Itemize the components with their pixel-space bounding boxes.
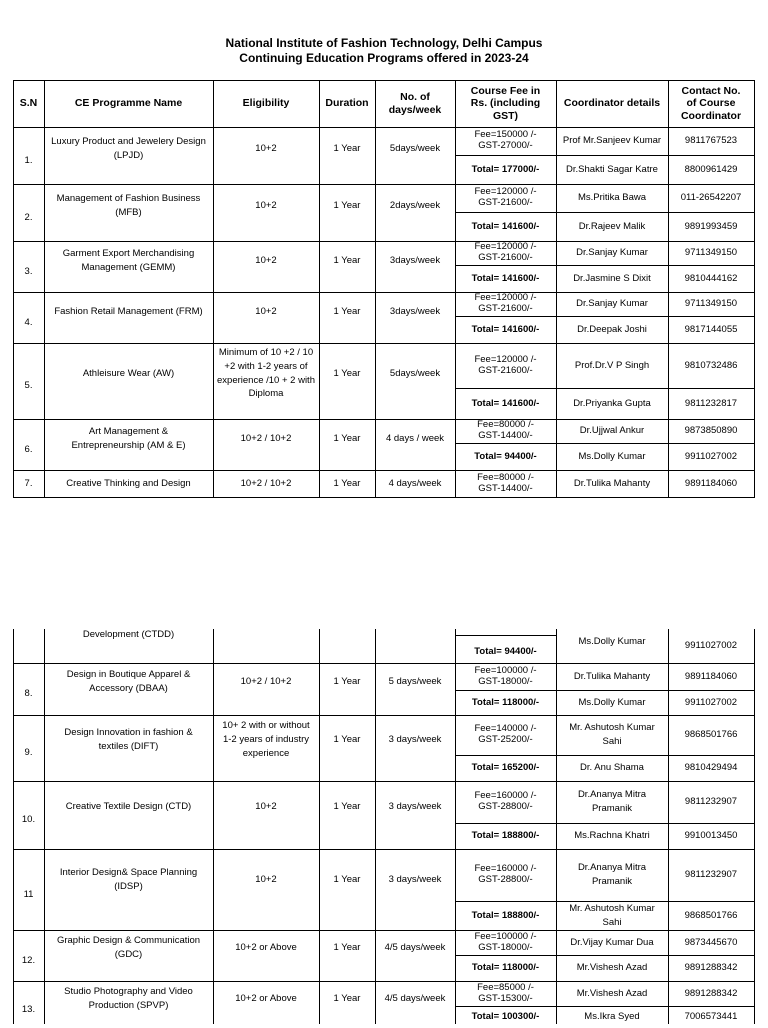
- duration: 1 Year: [333, 992, 361, 1004]
- coordinator-name: Dr.Deepak Joshi: [577, 323, 647, 335]
- coordinator-contact: 9810732486: [684, 359, 738, 371]
- duration: 1 Year: [333, 941, 361, 953]
- programme-name: Studio Photography and Video Production (SPVP): [64, 985, 193, 1011]
- coordinator-name: Dr.Vijay Kumar Dua: [570, 936, 654, 948]
- header-fee: Course Fee in Rs. (including GST): [470, 84, 541, 122]
- eligibility: 10+2 / 10+2: [240, 477, 292, 489]
- row-rule: [13, 497, 755, 498]
- coordinator-contact: 9868501766: [684, 909, 738, 921]
- header-name: CE Programme Name: [74, 97, 183, 110]
- coordinator-contact: 9911027002: [684, 640, 738, 652]
- eligibility: 10+2: [255, 801, 277, 813]
- header-contact: Contact No. of Course Coordinator: [680, 84, 742, 122]
- coordinator-contact: 7006573441: [684, 1011, 738, 1023]
- programme-name: Management of Fashion Business (MFB): [56, 193, 201, 218]
- course-total: Total= 188800/-: [471, 909, 540, 921]
- coordinator-name: Ms.Dolly Kumar: [578, 696, 646, 708]
- row-rule: [455, 443, 755, 444]
- duration: 1 Year: [333, 734, 361, 746]
- course-total: Total= 118000/-: [471, 696, 540, 708]
- serial-number: 1.: [24, 154, 33, 166]
- coordinator-contact: 011-26542207: [680, 192, 742, 204]
- column-rule: [213, 629, 214, 1024]
- serial-number: 10.: [21, 814, 36, 826]
- serial-number: 11: [23, 888, 34, 900]
- duration: 1 Year: [333, 675, 361, 687]
- serial-number: 5.: [24, 380, 33, 392]
- coordinator-name: Dr. Anu Shama: [580, 762, 644, 774]
- days-per-week: 4/5 days/week: [384, 941, 446, 953]
- course-fee: Fee=160000 /- GST-28800/-: [474, 863, 537, 885]
- coordinator-name: Mr. Ashutosh Kumar Sahi: [569, 902, 655, 928]
- row-rule: [455, 155, 755, 156]
- course-total: Total= 141600/-: [471, 323, 540, 335]
- coordinator-contact: 9891288342: [684, 962, 738, 974]
- duration: 1 Year: [333, 143, 361, 155]
- coordinator-contact: 9811232817: [684, 397, 738, 409]
- course-fee: Fee=100000 /- GST-18000/-: [474, 930, 537, 953]
- row-rule: [455, 212, 755, 213]
- coordinator-name: Dr.Ananya Mitra Pramanik: [577, 789, 647, 814]
- coordinator-contact: 9891184060: [684, 477, 738, 489]
- coordinator-name: Dr.Priyanka Gupta: [573, 397, 651, 409]
- coordinator-name: Ms.Dolly Kumar: [578, 450, 646, 462]
- row-rule: [455, 690, 755, 691]
- coordinator-contact: 9811232907: [684, 796, 738, 808]
- eligibility: Minimum of 10 +2 / 10 +2 with 1-2 years of experience /10 + 2 with Diploma: [217, 346, 315, 400]
- coordinator-contact: 9711349150: [684, 247, 738, 259]
- serial-number: 4.: [24, 316, 33, 328]
- column-rule: [213, 80, 214, 497]
- coordinator-contact: 9711349150: [684, 298, 738, 310]
- eligibility: 10+2 / 10+2: [240, 675, 292, 687]
- column-rule: [556, 80, 557, 497]
- course-fee: Fee=140000 /- GST-25200/-: [474, 723, 537, 745]
- days-per-week: 2days/week: [389, 200, 441, 212]
- duration: 1 Year: [333, 477, 361, 489]
- coordinator-contact: 9910013450: [684, 830, 738, 842]
- days-per-week: 3 days/week: [388, 874, 442, 886]
- title-line-2: Continuing Education Programs offered in 2023-24: [239, 51, 529, 65]
- column-rule: [44, 80, 45, 497]
- coordinator-contact: 8800961429: [684, 163, 738, 175]
- coordinator-name: Dr.Rajeev Malik: [578, 220, 646, 232]
- programme-name: Garment Export Merchandising Management (GEMM): [62, 248, 195, 273]
- eligibility: 10+2: [255, 200, 277, 212]
- header-eligibility: Eligibility: [242, 97, 290, 110]
- row-rule: [455, 1006, 755, 1007]
- eligibility: 10+2: [255, 255, 277, 267]
- programme-name: Development (CTDD): [82, 629, 175, 641]
- days-per-week: 3days/week: [389, 306, 441, 318]
- coordinator-contact: 9911027002: [684, 696, 738, 708]
- coordinator-contact: 9891993459: [684, 220, 738, 232]
- coordinator-contact: 9811232907: [684, 869, 738, 881]
- duration: 1 Year: [333, 367, 361, 379]
- coordinator-contact: 9817144055: [684, 323, 738, 335]
- course-total: Total= 165200/-: [471, 762, 540, 774]
- coordinator-name: Mr.Vishesh Azad: [576, 962, 648, 974]
- coordinator-name: Dr.Tulika Mahanty: [573, 670, 651, 682]
- column-rule: [455, 629, 456, 1024]
- coordinator-contact: 9811767523: [684, 135, 738, 147]
- serial-number: 6.: [24, 443, 33, 455]
- days-per-week: 5days/week: [389, 367, 441, 379]
- days-per-week: 4 days/week: [388, 477, 442, 489]
- course-fee: Fee=85000 /- GST-15300/-: [477, 981, 534, 1004]
- course-total: Total= 188800/-: [471, 830, 540, 842]
- duration: 1 Year: [333, 255, 361, 267]
- row-rule: [455, 823, 755, 824]
- serial-number: 7.: [24, 477, 33, 489]
- column-rule: [13, 629, 14, 1024]
- duration: 1 Year: [333, 200, 361, 212]
- eligibility: 10+2: [255, 306, 277, 318]
- coordinator-name: Mr. Ashutosh Kumar Sahi: [569, 722, 655, 747]
- coordinator-name: Prof Mr.Sanjeev Kumar: [562, 135, 662, 147]
- row-rule: [455, 635, 557, 636]
- coordinator-contact: 9873445670: [684, 936, 738, 948]
- days-per-week: 5 days/week: [388, 675, 442, 687]
- duration: 1 Year: [333, 433, 361, 445]
- course-fee: Fee=120000 /- GST-21600/-: [474, 241, 537, 263]
- programme-name: Design in Boutique Apparel & Accessory (DBAA): [66, 668, 191, 694]
- coordinator-contact: 9810444162: [684, 272, 738, 284]
- programme-name: Art Management & Entrepreneurship (AM & E): [71, 426, 186, 451]
- coordinator-name: Prof.Dr.V P Singh: [574, 359, 650, 371]
- days-per-week: 4/5 days/week: [384, 992, 446, 1004]
- duration: 1 Year: [333, 801, 361, 813]
- coordinator-name: Ms.Pritika Bawa: [577, 192, 647, 204]
- coordinator-name: Dr.Tulika Mahanty: [573, 477, 651, 489]
- coordinator-name: Dr.Ujjwal Ankur: [579, 425, 645, 437]
- eligibility: 10+2: [255, 874, 277, 886]
- coordinator-name: Dr.Jasmine S Dixit: [573, 272, 651, 284]
- column-rule: [13, 80, 14, 497]
- column-rule: [754, 80, 755, 497]
- row-rule: [455, 755, 755, 756]
- serial-number: 2.: [24, 211, 33, 223]
- row-rule: [455, 265, 755, 266]
- coordinator-contact: 9891288342: [684, 987, 738, 999]
- programme-name: Interior Design& Space Planning (IDSP): [59, 867, 198, 892]
- course-fee: Fee=100000 /- GST-18000/-: [474, 664, 537, 687]
- column-rule: [668, 629, 669, 1024]
- serial-number: 12.: [21, 954, 36, 966]
- serial-number: 3.: [24, 265, 33, 277]
- programme-name: Creative Textile Design (CTD): [65, 801, 192, 813]
- eligibility: 10+2: [255, 143, 277, 155]
- eligibility: 10+2 or Above: [235, 941, 297, 953]
- course-fee: Fee=160000 /- GST-28800/-: [474, 790, 537, 812]
- course-total: Total= 118000/-: [471, 962, 540, 974]
- coordinator-contact: 9868501766: [684, 729, 738, 741]
- programme-name: Graphic Design & Communication (GDC): [56, 934, 201, 960]
- programme-name: Creative Thinking and Design: [66, 477, 191, 489]
- course-total: Total= 94400/-: [474, 646, 537, 658]
- coordinator-name: Dr.Ananya Mitra Pramanik: [577, 862, 647, 887]
- course-fee: Fee=80000 /- GST-14400/-: [477, 419, 534, 441]
- serial-number: 9.: [24, 747, 33, 759]
- programme-name: Fashion Retail Management (FRM): [54, 306, 203, 318]
- programme-name: Athleisure Wear (AW): [82, 367, 175, 379]
- coordinator-name: Dr.Shakti Sagar Katre: [566, 163, 658, 175]
- coordinator-contact: 9891184060: [684, 670, 738, 682]
- header-sn: S.N: [19, 97, 38, 110]
- course-total: Total= 141600/-: [471, 397, 540, 409]
- serial-number: 8.: [24, 688, 33, 700]
- days-per-week: 4 days / week: [385, 433, 445, 445]
- header-duration: Duration: [325, 97, 369, 110]
- programme-name: Luxury Product and Jewelery Design (LPJD): [51, 136, 206, 161]
- column-rule: [375, 629, 376, 1024]
- course-total: Total= 141600/-: [471, 272, 540, 284]
- eligibility: 10+ 2 with or without 1-2 years of industry experience: [222, 720, 310, 759]
- header-days: No. of days/week: [388, 90, 442, 116]
- column-rule: [319, 629, 320, 1024]
- row-rule: [13, 80, 755, 81]
- column-rule: [319, 80, 320, 497]
- coordinator-contact: 9911027002: [684, 450, 738, 462]
- duration: 1 Year: [333, 874, 361, 886]
- eligibility: 10+2 / 10+2: [240, 433, 292, 445]
- column-rule: [754, 629, 755, 1024]
- days-per-week: 3 days/week: [388, 801, 442, 813]
- course-fee: Fee=120000 /- GST-21600/-: [474, 186, 537, 208]
- header-coordinator: Coordinator details: [563, 97, 661, 110]
- row-rule: [455, 388, 755, 389]
- course-fee: Fee=150000 /- GST-27000/-: [474, 129, 537, 151]
- coordinator-name: Mr.Vishesh Azad: [576, 987, 648, 999]
- row-rule: [455, 901, 755, 902]
- coordinator-name: Dr.Sanjay Kumar: [576, 298, 648, 310]
- column-rule: [668, 80, 669, 497]
- days-per-week: 3days/week: [389, 255, 441, 267]
- row-rule: [455, 316, 755, 317]
- course-fee: Fee=80000 /- GST-14400/-: [477, 471, 534, 494]
- coordinator-name: Ms.Dolly Kumar: [578, 636, 646, 648]
- column-rule: [455, 80, 456, 497]
- course-total: Total= 94400/-: [474, 450, 537, 462]
- course-total: Total= 141600/-: [471, 220, 540, 232]
- duration: 1 Year: [333, 306, 361, 318]
- coordinator-name: Ms.Rachna Khatri: [574, 830, 650, 842]
- course-total: Total= 177000/-: [471, 163, 540, 175]
- column-rule: [556, 629, 557, 1024]
- column-rule: [375, 80, 376, 497]
- course-fee: Fee=120000 /- GST-21600/-: [474, 292, 537, 314]
- coordinator-contact: 9873850890: [684, 425, 738, 437]
- programme-name: Design Innovation in fashion & textiles (DIFT): [64, 727, 193, 752]
- column-rule: [44, 629, 45, 1024]
- coordinator-name: Dr.Sanjay Kumar: [576, 247, 648, 259]
- days-per-week: 5days/week: [389, 143, 441, 155]
- title-line-1: National Institute of Fashion Technology, Delhi Campus: [225, 36, 543, 50]
- coordinator-name: Ms.Ikra Syed: [584, 1011, 640, 1023]
- serial-number: 13.: [21, 1003, 36, 1015]
- course-fee: Fee=120000 /- GST-21600/-: [474, 353, 537, 376]
- days-per-week: 3 days/week: [388, 734, 442, 746]
- row-rule: [455, 955, 755, 956]
- coordinator-contact: 9810429494: [684, 762, 738, 774]
- course-total: Total= 100300/-: [471, 1011, 540, 1023]
- eligibility: 10+2 or Above: [235, 992, 297, 1004]
